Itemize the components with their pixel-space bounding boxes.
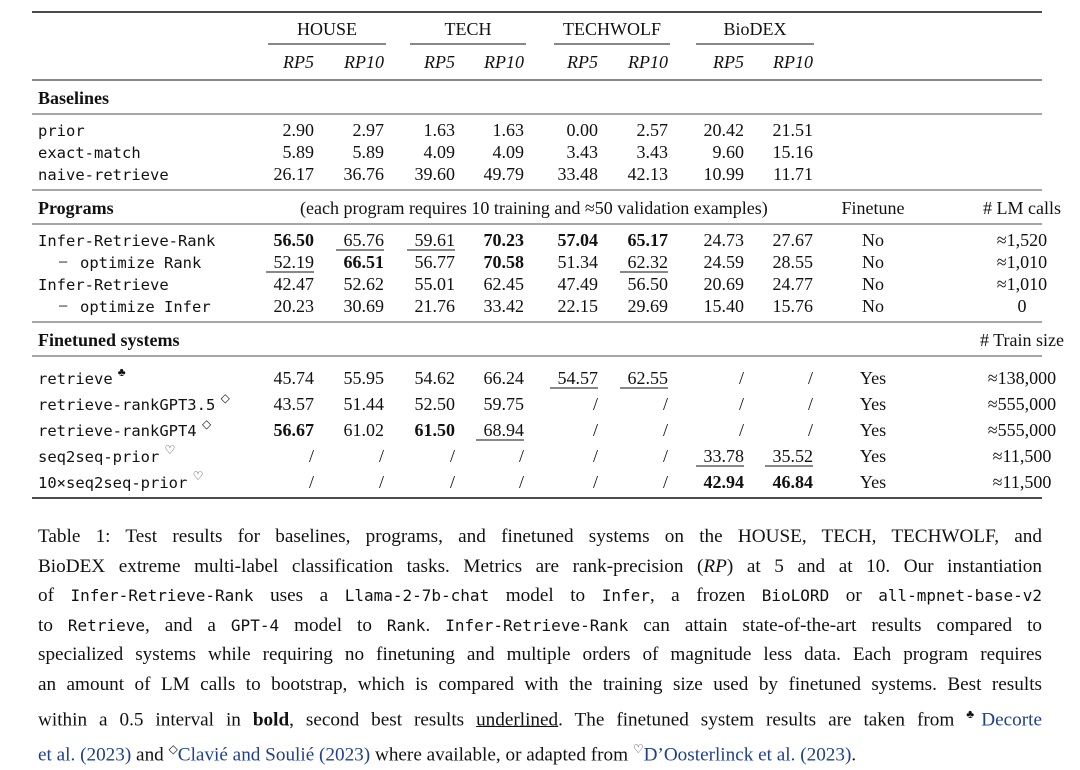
value-cell: 45.74: [273, 368, 314, 388]
row-label: prior: [38, 122, 85, 140]
value-cell: 55.01: [414, 274, 455, 294]
citation-link[interactable]: et al. (2023): [38, 743, 132, 765]
metric-header: RP10: [628, 52, 668, 72]
value-cell: 42.94: [703, 472, 744, 492]
value-cell: 51.34: [557, 252, 598, 272]
value-cell: 59.75: [483, 394, 524, 414]
caption-line: [38, 700, 1042, 735]
citation-link[interactable]: D’Oosterlinck et al. (2023): [643, 743, 852, 765]
caption-text: or: [829, 585, 879, 607]
value-cell: 56.67: [273, 420, 314, 440]
value-cell: 39.60: [414, 164, 455, 184]
value-cell: /: [449, 446, 455, 466]
count-cell: ≈11,500: [992, 446, 1052, 466]
value-cell: 15.16: [772, 142, 813, 162]
value-cell: 10.99: [703, 164, 744, 184]
caption-citation-mark: ♣: [966, 706, 982, 721]
value-cell: 52.50: [414, 394, 455, 414]
row-label: 10×seq2seq-prior: [38, 474, 188, 492]
caption-underline: underlined: [476, 708, 559, 730]
section-title: Baselines: [38, 88, 110, 108]
value-cell: 56.50: [627, 274, 668, 294]
finetune-cell: Yes: [859, 420, 887, 440]
value-cell: /: [518, 472, 524, 492]
sub-dash: −: [58, 296, 69, 316]
metric-header: RP5: [283, 52, 314, 72]
caption-line: [38, 581, 1042, 611]
caption-code: Infer-Retrieve-Rank: [70, 586, 254, 606]
value-cell: 2.97: [352, 120, 384, 140]
value-cell: 2.90: [282, 120, 314, 140]
value-cell: 5.89: [282, 142, 314, 162]
finetune-cell: No: [862, 274, 884, 294]
value-cell: 22.15: [557, 296, 598, 316]
value-cell: /: [449, 472, 455, 492]
value-cell: 62.32: [627, 252, 668, 272]
value-cell: 62.55: [627, 368, 668, 388]
value-cell: /: [662, 420, 668, 440]
section-title: Programs: [38, 198, 114, 218]
dataset-header: BioDEX: [723, 19, 787, 39]
citation-mark: ♡: [164, 443, 176, 457]
caption-italic: RP: [703, 555, 727, 577]
caption-code: BioLORD: [761, 586, 830, 606]
citation-mark: ♡: [192, 469, 204, 483]
caption-text: can attain state-of-the-art results compared to: [628, 614, 1042, 636]
value-cell: 3.43: [636, 142, 668, 162]
value-cell: 28.55: [772, 252, 813, 272]
caption-text: ) at 5 and at 10. Our instantiation: [726, 555, 1042, 577]
value-cell: 24.59: [703, 252, 744, 272]
value-cell: 1.63: [492, 120, 524, 140]
count-cell: ≈1,520: [996, 230, 1048, 250]
value-cell: 61.02: [343, 420, 384, 440]
caption-line: [38, 640, 1042, 670]
row-label: retrieve-rankGPT4: [38, 422, 197, 440]
value-cell: /: [662, 446, 668, 466]
caption-text: , and a: [144, 614, 231, 636]
caption-code: GPT-4: [230, 615, 280, 635]
value-cell: 42.13: [627, 164, 668, 184]
value-cell: 21.51: [772, 120, 813, 140]
value-cell: /: [378, 446, 384, 466]
caption-text: model to: [489, 585, 602, 607]
value-cell: 65.76: [343, 230, 384, 250]
caption-text: , second best results: [289, 708, 477, 730]
value-cell: 54.62: [414, 368, 455, 388]
metric-header: RP5: [567, 52, 598, 72]
value-cell: 20.23: [273, 296, 314, 316]
caption-code: Retrieve: [67, 615, 145, 635]
value-cell: 55.95: [343, 368, 384, 388]
value-cell: /: [738, 420, 744, 440]
caption-line: [38, 611, 1042, 641]
row-label: optimize Infer: [80, 298, 211, 316]
caption-text: Table 1: Test results for baselines, programs, and finetuned systems on the HOUSE, TECH, TECHWOLF, and: [38, 526, 1042, 547]
caption-code: Infer: [601, 586, 650, 606]
value-cell: 20.42: [703, 120, 744, 140]
caption-text: and: [131, 743, 169, 765]
value-cell: 15.76: [772, 296, 813, 316]
caption-line: [38, 522, 1042, 552]
value-cell: 62.45: [483, 274, 524, 294]
value-cell: 46.84: [772, 472, 813, 492]
dataset-header: TECH: [444, 19, 492, 39]
row-label: Infer-Retrieve: [38, 276, 169, 294]
value-cell: /: [662, 394, 668, 414]
value-cell: /: [662, 472, 668, 492]
finetune-cell: No: [862, 252, 884, 272]
value-cell: 26.17: [273, 164, 314, 184]
value-cell: 21.76: [414, 296, 455, 316]
value-cell: /: [807, 394, 813, 414]
caption-code: Infer-Retrieve-Rank: [445, 615, 629, 635]
finetune-cell: No: [862, 296, 884, 316]
value-cell: 11.71: [773, 164, 813, 184]
row-label: Infer-Retrieve-Rank: [38, 232, 216, 250]
value-cell: 56.50: [273, 230, 314, 250]
finetune-cell: Yes: [859, 394, 887, 414]
caption-bold: bold: [252, 708, 290, 730]
row-label: optimize Rank: [80, 254, 202, 272]
caption-line: [38, 670, 1042, 700]
caption-text: , a frozen: [649, 585, 762, 607]
value-cell: /: [807, 368, 813, 388]
value-cell: /: [738, 394, 744, 414]
count-cell: ≈555,000: [987, 420, 1057, 440]
col-header-count: # Train size: [979, 330, 1065, 350]
row-label: naive-retrieve: [38, 166, 169, 184]
value-cell: 15.40: [703, 296, 744, 316]
value-cell: /: [518, 446, 524, 466]
col-header-finetune: Finetune: [841, 198, 905, 218]
value-cell: 43.57: [273, 394, 314, 414]
count-cell: ≈1,010: [996, 252, 1048, 272]
value-cell: 9.60: [712, 142, 744, 162]
caption-citation-mark: ♡: [632, 741, 644, 756]
caption-text: BioDEX extreme multi-label classification tasks. Metrics are rank-precision (: [38, 555, 704, 577]
citation-mark: ◇: [201, 417, 212, 431]
value-cell: 59.61: [414, 230, 455, 250]
value-cell: 66.24: [483, 368, 524, 388]
metric-header: RP5: [713, 52, 744, 72]
metric-header: RP10: [344, 52, 384, 72]
caption-text: where available, or adapted from: [370, 743, 633, 765]
citation-link[interactable]: Clavié and Soulié (2023): [177, 743, 371, 765]
value-cell: 27.67: [772, 230, 813, 250]
row-label: retrieve-rankGPT3.5: [38, 396, 216, 414]
count-cell: 0: [1017, 296, 1027, 316]
section-note: (each program requires 10 training and ≈50 validation examples): [300, 198, 768, 218]
value-cell: 30.69: [343, 296, 384, 316]
row-label: seq2seq-prior: [38, 448, 160, 466]
value-cell: 36.76: [343, 164, 384, 184]
value-cell: 52.19: [273, 252, 314, 272]
caption-line: [38, 552, 1042, 582]
caption-line: [38, 735, 1042, 770]
value-cell: 1.63: [423, 120, 455, 140]
finetune-cell: No: [862, 230, 884, 250]
value-cell: 66.51: [343, 252, 384, 272]
value-cell: /: [592, 394, 598, 414]
value-cell: 68.94: [483, 420, 524, 440]
results-table: [32, 0, 1065, 510]
value-cell: 33.48: [557, 164, 598, 184]
value-cell: 42.47: [273, 274, 314, 294]
col-header-count: # LM calls: [983, 198, 1061, 218]
value-cell: 56.77: [414, 252, 455, 272]
citation-link[interactable]: Decorte: [981, 708, 1043, 730]
count-cell: ≈138,000: [987, 368, 1057, 388]
caption-text: of: [38, 585, 71, 607]
citation-mark: ♣: [117, 365, 126, 379]
value-cell: /: [592, 446, 598, 466]
row-label: exact-match: [38, 144, 141, 162]
value-cell: /: [308, 472, 314, 492]
finetune-cell: Yes: [859, 368, 887, 388]
value-cell: 5.89: [352, 142, 384, 162]
caption-citation-mark: ◇: [168, 741, 178, 756]
value-cell: 52.62: [343, 274, 384, 294]
value-cell: /: [308, 446, 314, 466]
caption-text: . The finetuned system results are taken from: [558, 708, 967, 730]
value-cell: 0.00: [566, 120, 598, 140]
value-cell: 33.78: [703, 446, 744, 466]
metric-header: RP5: [424, 52, 455, 72]
dataset-header: HOUSE: [296, 19, 358, 39]
citation-mark: ◇: [220, 391, 230, 405]
caption-code: Rank: [386, 615, 426, 635]
caption-code: all-mpnet-base-v2: [878, 586, 1043, 606]
count-cell: ≈555,000: [987, 394, 1057, 414]
value-cell: 2.57: [636, 120, 668, 140]
value-cell: 47.49: [557, 274, 598, 294]
value-cell: 70.58: [483, 252, 524, 272]
value-cell: 65.17: [627, 230, 668, 250]
value-cell: /: [592, 472, 598, 492]
caption-text: uses a: [253, 585, 345, 607]
value-cell: 54.57: [557, 368, 598, 388]
value-cell: 24.77: [772, 274, 813, 294]
metric-header: RP10: [773, 52, 813, 72]
row-label: retrieve: [38, 370, 113, 388]
value-cell: /: [378, 472, 384, 492]
value-cell: 61.50: [414, 420, 455, 440]
value-cell: /: [738, 368, 744, 388]
value-cell: 3.43: [566, 142, 598, 162]
value-cell: 29.69: [627, 296, 668, 316]
value-cell: 4.09: [492, 142, 524, 162]
caption-text: an amount of LM calls to bootstrap, which is compared with the training size used by finetuned systems. Best results: [38, 673, 1042, 695]
value-cell: 70.23: [483, 230, 524, 250]
count-cell: ≈11,500: [992, 472, 1052, 492]
value-cell: 4.09: [423, 142, 455, 162]
value-cell: 24.73: [703, 230, 744, 250]
caption-text: .: [425, 614, 446, 636]
value-cell: 20.69: [703, 274, 744, 294]
section-title: Finetuned systems: [38, 330, 180, 350]
table-caption: [38, 522, 1042, 770]
value-cell: 57.04: [557, 230, 598, 250]
caption-text: .: [851, 743, 857, 765]
value-cell: /: [592, 420, 598, 440]
finetune-cell: Yes: [859, 472, 887, 492]
caption-text: to: [38, 614, 68, 636]
count-cell: ≈1,010: [996, 274, 1048, 294]
caption-text: model to: [279, 614, 387, 636]
value-cell: 35.52: [772, 446, 813, 466]
caption-code: Llama-2-7b-chat: [344, 586, 490, 606]
value-cell: 49.79: [483, 164, 524, 184]
sub-dash: −: [58, 252, 69, 272]
finetune-cell: Yes: [859, 446, 887, 466]
value-cell: /: [807, 420, 813, 440]
metric-header: RP10: [484, 52, 524, 72]
caption-text: within a 0.5 interval in: [38, 708, 253, 730]
dataset-header: TECHWOLF: [563, 19, 661, 39]
value-cell: 33.42: [483, 296, 524, 316]
value-cell: 51.44: [343, 394, 384, 414]
caption-text: specialized systems while requiring no finetuning and multiple orders of magnitude less data. Each program requires: [38, 644, 1042, 666]
